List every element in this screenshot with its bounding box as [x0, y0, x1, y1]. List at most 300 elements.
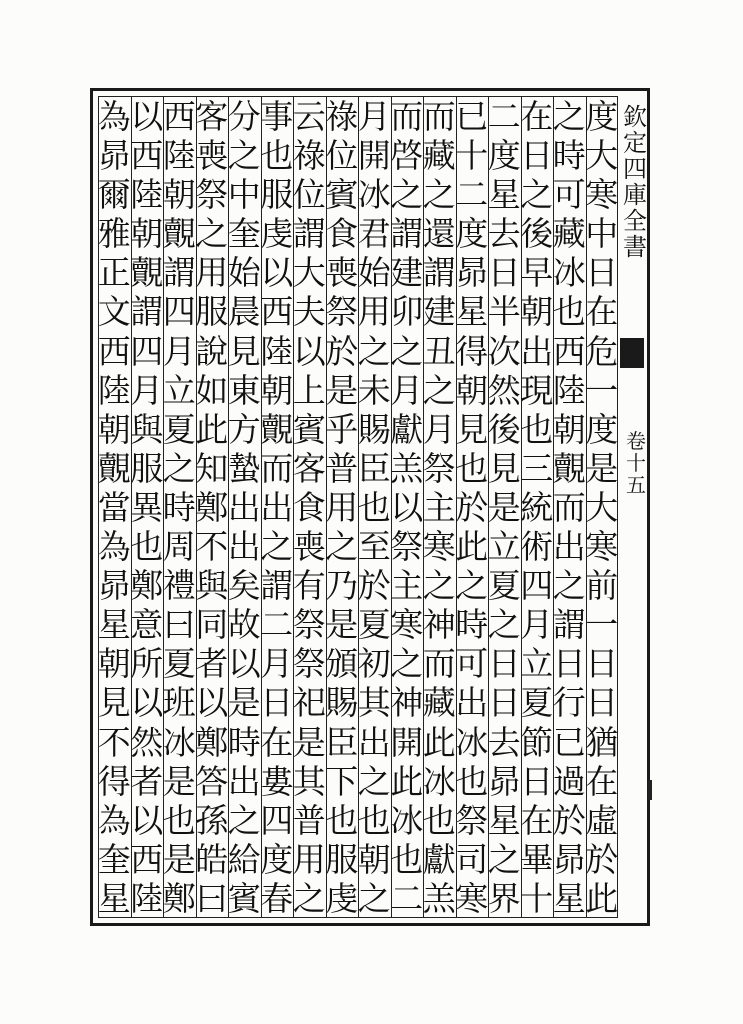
character: 鄭 [162, 878, 196, 918]
character: 建 [390, 253, 424, 293]
character: 矣 [227, 566, 261, 606]
character: 在 [260, 722, 294, 762]
character: 以 [390, 487, 424, 527]
character: 夏 [520, 683, 554, 723]
character: 西 [130, 136, 164, 176]
character: 此 [585, 878, 619, 918]
character: 分 [227, 97, 261, 136]
character: 後 [487, 409, 521, 449]
character: 與 [195, 566, 229, 606]
character: 位 [292, 175, 326, 215]
character: 出 [260, 487, 294, 527]
character: 於 [585, 839, 619, 879]
character: 在 [520, 800, 554, 840]
character: 賜 [357, 409, 391, 449]
character: 次 [487, 331, 521, 371]
character: 於 [357, 566, 391, 606]
character: 喪 [292, 527, 326, 567]
character: 客 [292, 448, 326, 488]
character: 祭 [292, 605, 326, 645]
character: 四 [162, 292, 196, 332]
character: 虔 [260, 214, 294, 254]
character: 賜 [325, 683, 359, 723]
character: 始 [227, 253, 261, 293]
character: 三 [520, 448, 554, 488]
character: 可 [552, 175, 586, 215]
character: 以 [292, 331, 326, 371]
character: 異 [130, 487, 164, 527]
character: 開 [390, 722, 424, 762]
margin-title-char: 書 [623, 233, 647, 261]
character: 以 [130, 97, 164, 136]
character: 食 [325, 214, 359, 254]
character: 周 [162, 527, 196, 567]
character: 已 [552, 722, 586, 762]
character: 在 [585, 292, 619, 332]
character: 然 [130, 722, 164, 762]
character: 覿 [162, 214, 196, 254]
margin-title-char: 欽 [623, 103, 647, 131]
character: 昴 [97, 566, 131, 606]
character: 之 [455, 566, 489, 606]
character: 寒 [390, 605, 424, 645]
character: 謂 [552, 605, 586, 645]
character: 賓 [292, 409, 326, 449]
character: 方 [227, 409, 261, 449]
character: 晨 [227, 292, 261, 332]
character: 同 [195, 605, 229, 645]
character: 下 [325, 761, 359, 801]
character: 見 [487, 448, 521, 488]
character: 獻 [422, 839, 456, 879]
character: 可 [455, 644, 489, 684]
character: 星 [97, 605, 131, 645]
character: 為 [97, 97, 131, 136]
character: 也 [357, 800, 391, 840]
character: 覿 [130, 253, 164, 293]
character: 而 [260, 448, 294, 488]
character: 見 [227, 331, 261, 371]
character: 還 [422, 214, 456, 254]
character: 朝 [97, 644, 131, 684]
character: 大 [585, 136, 619, 176]
character: 藏 [422, 136, 456, 176]
character: 日 [585, 683, 619, 723]
character: 客 [195, 97, 229, 136]
character: 四 [130, 331, 164, 371]
character: 之 [325, 527, 359, 567]
character: 不 [97, 722, 131, 762]
character: 謂 [162, 253, 196, 293]
character: 普 [325, 448, 359, 488]
character: 見 [455, 409, 489, 449]
character: 服 [325, 839, 359, 879]
character: 昴 [552, 839, 586, 879]
character: 西 [552, 331, 586, 371]
character: 出 [552, 527, 586, 567]
character: 二 [260, 605, 294, 645]
character: 曰 [162, 605, 196, 645]
character: 是 [162, 839, 196, 879]
character: 立 [520, 644, 554, 684]
character: 也 [130, 527, 164, 567]
character: 之 [390, 644, 424, 684]
character: 之 [357, 878, 391, 918]
character: 四 [520, 566, 554, 606]
character: 覿 [260, 409, 294, 449]
character: 羔 [390, 448, 424, 488]
character: 也 [552, 292, 586, 332]
character: 當 [97, 487, 131, 527]
character: 也 [260, 136, 294, 176]
character: 日 [487, 644, 521, 684]
character: 日 [520, 761, 554, 801]
character: 之 [227, 136, 261, 176]
character: 食 [292, 487, 326, 527]
character: 畢 [520, 839, 554, 879]
character: 之 [162, 448, 196, 488]
character: 四 [260, 800, 294, 840]
character: 未 [357, 370, 391, 410]
character: 出 [455, 683, 489, 723]
character: 也 [520, 409, 554, 449]
character: 也 [455, 448, 489, 488]
character: 蟄 [227, 448, 261, 488]
character: 是 [292, 722, 326, 762]
character: 月 [357, 97, 391, 136]
character: 正 [97, 253, 131, 293]
character: 頒 [325, 644, 359, 684]
character: 以 [227, 644, 261, 684]
character: 皓 [195, 839, 229, 879]
character: 朝 [455, 370, 489, 410]
character: 答 [195, 761, 229, 801]
character: 藏 [552, 214, 586, 254]
character: 界 [487, 878, 521, 918]
character: 臣 [325, 722, 359, 762]
character: 寒 [585, 175, 619, 215]
character: 羔 [422, 878, 456, 918]
character: 陸 [552, 370, 586, 410]
character: 日 [585, 253, 619, 293]
character: 出 [227, 487, 261, 527]
character: 如 [195, 370, 229, 410]
character: 奎 [97, 839, 131, 879]
character: 覿 [552, 448, 586, 488]
character: 日 [520, 136, 554, 176]
character: 也 [390, 839, 424, 879]
character: 祭 [422, 448, 456, 488]
character: 建 [422, 292, 456, 332]
character: 日 [552, 644, 586, 684]
character: 見 [97, 683, 131, 723]
character: 臣 [357, 448, 391, 488]
margin-title [620, 104, 650, 260]
character: 去 [487, 722, 521, 762]
character: 度 [455, 214, 489, 254]
character: 給 [227, 839, 261, 879]
character: 此 [455, 527, 489, 567]
character: 是 [227, 683, 261, 723]
character: 陸 [162, 136, 196, 176]
character: 時 [162, 487, 196, 527]
character: 時 [455, 605, 489, 645]
character: 統 [520, 487, 554, 527]
character: 喪 [195, 136, 229, 176]
margin-title-char: 全 [623, 207, 647, 235]
character: 祭 [390, 527, 424, 567]
character: 事 [260, 97, 294, 136]
character: 知 [195, 448, 229, 488]
character: 星 [552, 878, 586, 918]
character: 其 [357, 683, 391, 723]
character: 祭 [195, 175, 229, 215]
character: 寒 [455, 878, 489, 918]
character: 此 [390, 761, 424, 801]
character: 祭 [455, 800, 489, 840]
character: 之 [487, 605, 521, 645]
character: 夏 [162, 644, 196, 684]
character: 於 [552, 800, 586, 840]
character: 夏 [162, 409, 196, 449]
character: 君 [357, 214, 391, 254]
character: 寒 [422, 527, 456, 567]
character: 現 [520, 370, 554, 410]
character: 之 [227, 800, 261, 840]
character: 虔 [325, 878, 359, 918]
character: 得 [97, 761, 131, 801]
character: 朝 [520, 292, 554, 332]
character: 之 [422, 370, 456, 410]
margin-ink-mark [648, 780, 652, 800]
character: 以 [195, 683, 229, 723]
character: 朝 [357, 839, 391, 879]
character: 婁 [260, 761, 294, 801]
character: 獻 [390, 409, 424, 449]
character: 者 [195, 644, 229, 684]
character: 開 [357, 136, 391, 176]
character: 覿 [97, 448, 131, 488]
margin-title-char: 四 [623, 155, 647, 183]
character: 日 [260, 683, 294, 723]
character: 得 [455, 331, 489, 371]
character: 中 [585, 214, 619, 254]
character: 位 [325, 136, 359, 176]
character: 服 [260, 175, 294, 215]
character: 二 [390, 878, 424, 918]
character: 東 [227, 370, 261, 410]
character: 賓 [325, 175, 359, 215]
character: 雅 [97, 214, 131, 254]
character: 神 [422, 605, 456, 645]
character: 大 [585, 487, 619, 527]
character: 早 [520, 253, 554, 293]
character: 禮 [162, 566, 196, 606]
character: 之 [487, 839, 521, 879]
text-column [92, 97, 136, 918]
character: 也 [422, 800, 456, 840]
character: 謂 [130, 292, 164, 332]
character: 冰 [455, 722, 489, 762]
character: 之 [292, 878, 326, 918]
character: 鄭 [195, 487, 229, 527]
character: 乃 [325, 566, 359, 606]
character: 用 [195, 253, 229, 293]
character: 藏 [422, 683, 456, 723]
character: 度 [260, 839, 294, 879]
character: 至 [357, 527, 391, 567]
character: 為 [97, 800, 131, 840]
character: 而 [422, 97, 456, 136]
margin-title-char: 庫 [623, 181, 647, 209]
character: 昴 [97, 136, 131, 176]
character: 月 [390, 370, 424, 410]
character: 猶 [585, 722, 619, 762]
character: 謂 [422, 253, 456, 293]
character: 之 [422, 175, 456, 215]
character: 十 [520, 878, 554, 918]
character: 孫 [195, 800, 229, 840]
character: 星 [455, 292, 489, 332]
character: 一 [585, 605, 619, 645]
margin-title-char: 定 [623, 129, 647, 157]
character: 西 [162, 97, 196, 136]
character: 去 [487, 214, 521, 254]
character: 夏 [487, 566, 521, 606]
character: 奎 [227, 214, 261, 254]
character: 在 [585, 761, 619, 801]
character: 術 [520, 527, 554, 567]
character: 十 [455, 136, 489, 176]
character: 日 [487, 253, 521, 293]
character: 夏 [357, 605, 391, 645]
character: 主 [422, 487, 456, 527]
character: 祿 [325, 97, 359, 136]
character: 朝 [260, 370, 294, 410]
character: 冰 [422, 761, 456, 801]
character: 祿 [292, 136, 326, 176]
character: 月 [520, 605, 554, 645]
character: 二 [487, 97, 521, 136]
character: 寒 [585, 527, 619, 567]
character: 此 [195, 409, 229, 449]
character: 已 [455, 97, 489, 136]
character: 與 [130, 409, 164, 449]
character: 故 [227, 605, 261, 645]
margin-volume-char: 五 [626, 473, 646, 497]
character: 陸 [130, 878, 164, 918]
character: 普 [292, 800, 326, 840]
character: 在 [520, 97, 554, 136]
character: 是 [325, 605, 359, 645]
character: 節 [520, 722, 554, 762]
character: 西 [130, 839, 164, 879]
character: 意 [130, 605, 164, 645]
character: 朝 [162, 175, 196, 215]
character: 之 [357, 761, 391, 801]
character: 後 [520, 214, 554, 254]
character: 以 [260, 253, 294, 293]
character: 也 [162, 800, 196, 840]
character: 陸 [130, 175, 164, 215]
character: 月 [130, 370, 164, 410]
character: 而 [390, 97, 424, 136]
character: 丑 [422, 331, 456, 371]
character: 所 [130, 644, 164, 684]
margin-volume-number [622, 430, 650, 496]
character: 以 [130, 800, 164, 840]
character: 西 [260, 292, 294, 332]
character: 用 [292, 839, 326, 879]
character: 時 [227, 722, 261, 762]
character: 曰 [195, 878, 229, 918]
character: 出 [227, 527, 261, 567]
character: 然 [487, 370, 521, 410]
character: 月 [162, 331, 196, 371]
character: 度 [487, 136, 521, 176]
character: 上 [292, 370, 326, 410]
character: 主 [390, 566, 424, 606]
character: 前 [585, 566, 619, 606]
character: 也 [357, 487, 391, 527]
character: 不 [195, 527, 229, 567]
character: 之 [520, 175, 554, 215]
character: 之 [390, 331, 424, 371]
character: 日 [487, 683, 521, 723]
margin-volume-char: 十 [626, 451, 646, 475]
character: 啓 [390, 136, 424, 176]
character: 半 [487, 292, 521, 332]
character: 過 [552, 761, 586, 801]
character: 卯 [390, 292, 424, 332]
character: 昴 [455, 253, 489, 293]
character: 是 [487, 487, 521, 527]
character: 謂 [292, 214, 326, 254]
character: 冰 [357, 175, 391, 215]
character: 於 [325, 331, 359, 371]
character: 危 [585, 331, 619, 371]
character: 度 [585, 409, 619, 449]
character: 也 [325, 800, 359, 840]
character: 為 [97, 527, 131, 567]
character: 是 [162, 761, 196, 801]
character: 冰 [390, 800, 424, 840]
character: 而 [422, 644, 456, 684]
character: 此 [422, 722, 456, 762]
character: 昴 [487, 761, 521, 801]
character: 陸 [260, 331, 294, 371]
character: 之 [422, 566, 456, 606]
character: 是 [585, 448, 619, 488]
character: 是 [325, 370, 359, 410]
character: 用 [325, 487, 359, 527]
character: 之 [390, 175, 424, 215]
character: 云 [292, 97, 326, 136]
character: 司 [455, 839, 489, 879]
character: 其 [292, 761, 326, 801]
character: 大 [292, 253, 326, 293]
character: 以 [130, 683, 164, 723]
character: 也 [455, 761, 489, 801]
character: 賓 [227, 878, 261, 918]
character: 春 [260, 878, 294, 918]
character: 一 [585, 370, 619, 410]
character: 行 [552, 683, 586, 723]
character: 鄭 [130, 566, 164, 606]
character: 朝 [552, 409, 586, 449]
character: 之 [195, 214, 229, 254]
character: 班 [162, 683, 196, 723]
